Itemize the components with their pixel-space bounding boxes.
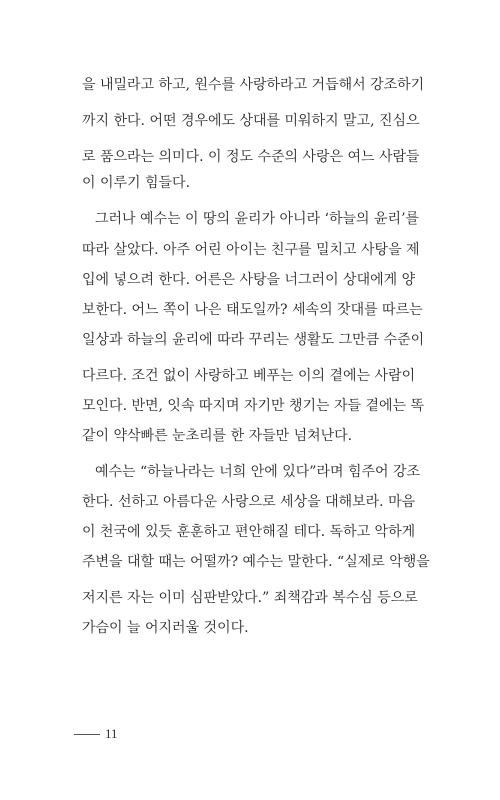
text-line-9: 일상과 하늘의 윤리에 따라 꾸리는 생활도 그만큼 수준이 (82, 332, 425, 348)
text-line-5: 그러나 예수는 이 땅의 윤리가 아니라 ‘하늘의 윤리’를 (95, 211, 420, 227)
text-line-11: 모인다. 반면, 잇속 따지며 자기만 챙기는 자들 곁에는 똑 (82, 398, 425, 414)
text-line-17: 저지른 자는 이미 심판받았다.” 죄책감과 복수심 등으로 (82, 590, 418, 606)
text-line-14: 한다. 선하고 아름다운 사랑으로 세상을 대해보라. 마음 (82, 494, 416, 510)
text-line-1: 을 내밀라고 하고, 원수를 사랑하라고 거듭해서 강조하기 (82, 77, 425, 93)
text-line-15: 이 천국에 있듯 훈훈하고 편안해질 테다. 독하고 악하게 (82, 524, 416, 540)
folio-rule (74, 734, 100, 735)
text-line-3: 로 품으라는 의미다. 이 정도 수준의 사랑은 여느 사람들 (82, 149, 420, 165)
text-line-18: 가슴이 늘 어지러울 것이다. (82, 620, 249, 636)
text-line-2: 까지 한다. 어떤 경우에도 상대를 미워하지 말고, 진심으 (82, 113, 420, 129)
text-line-16: 주변을 대할 때는 어떨까? 예수는 말한다. “실제로 악행을 (82, 554, 430, 570)
text-line-10: 다르다. 조건 없이 사랑하고 베푸는 이의 곁에는 사람이 (82, 368, 416, 384)
text-line-7: 입에 넣으려 한다. 어른은 사탕을 너그러이 상대에게 양 (82, 272, 416, 288)
text-line-8: 보한다. 어느 쪽이 나은 태도일까? 세속의 잣대를 따르는 (82, 302, 423, 318)
text-line-6: 따라 살았다. 아주 어린 아이는 친구를 밀치고 사탕을 제 (82, 242, 420, 258)
text-line-13: 예수는 “하늘나라는 너희 안에 있다”라며 힘주어 강조 (95, 464, 421, 480)
page-folio (74, 724, 118, 744)
text-line-4: 이 이루기 힘들다. (82, 175, 191, 191)
text-line-12: 같이 약삭빠른 눈초리를 한 자들만 넘쳐난다. (82, 428, 353, 444)
page-number: 11 (105, 726, 118, 741)
